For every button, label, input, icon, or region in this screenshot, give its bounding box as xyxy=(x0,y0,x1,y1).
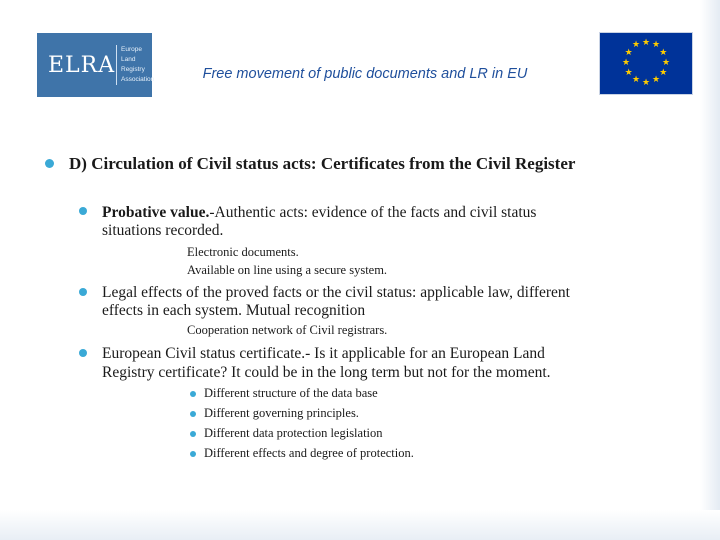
item-3-line-1: European Civil status certificate.- Is it applicable for an European Land xyxy=(102,345,545,362)
sub-bullet xyxy=(190,431,196,437)
star-icon: ★ xyxy=(661,57,671,68)
star-icon: ★ xyxy=(651,40,661,51)
sub-item: Electronic documents. xyxy=(187,245,299,259)
elra-logo xyxy=(37,33,155,97)
sub-item: Different governing principles. xyxy=(204,406,359,420)
star-icon: ★ xyxy=(631,74,641,85)
star-icon: ★ xyxy=(624,67,633,78)
logo-word: Land xyxy=(121,56,136,63)
logo-word: Association xyxy=(121,76,155,83)
logo-word: Registry xyxy=(121,66,145,73)
sub-item: Available on line using a secure system. xyxy=(187,263,388,277)
sub-bullet xyxy=(190,411,196,417)
star-icon: ★ xyxy=(621,57,631,68)
sub-item: Different effects and degree of protection. xyxy=(204,446,414,460)
item-bullet xyxy=(79,349,87,357)
star-icon: ★ xyxy=(641,77,651,88)
star-icon: ★ xyxy=(624,47,633,58)
section-heading: D) Circulation of Civil status acts: Certificates from the Civil Register xyxy=(69,154,576,173)
item-1-text: -Authentic acts: evidence of the facts and civil status xyxy=(209,204,537,221)
item-1-line-2: situations recorded. xyxy=(102,222,224,239)
item-bullet xyxy=(79,288,87,296)
item-2-line-1: Legal effects of the proved facts or the civil status: applicable law, different xyxy=(102,284,570,301)
sub-bullet xyxy=(190,391,196,397)
sub-bullet xyxy=(190,451,196,457)
star-icon: ★ xyxy=(651,74,661,85)
bottom-shade xyxy=(0,510,720,540)
header-title-text: Free movement of public documents and LR in EU xyxy=(202,66,528,82)
star-icon: ★ xyxy=(641,37,651,48)
item-1-line-1 xyxy=(102,203,536,222)
sub-item: Different data protection legislation xyxy=(204,426,383,440)
sub-item: Different structure of the data base xyxy=(204,386,378,400)
star-icon: ★ xyxy=(631,40,641,51)
star-icon: ★ xyxy=(659,67,668,78)
item-2-line-2: effects in each system. Mutual recognition xyxy=(102,302,366,319)
elra-logo-mark: ELRA xyxy=(48,53,116,78)
item-1-lead: Probative value. xyxy=(102,204,210,221)
item-3-line-2: Registry certificate? It could be in the long term but not for the moment. xyxy=(102,364,551,381)
logo-word: Europe xyxy=(121,46,142,53)
star-icon: ★ xyxy=(659,47,668,58)
item-bullet xyxy=(79,207,87,215)
sub-item: Cooperation network of Civil registrars. xyxy=(187,323,388,337)
eu-flag-icon xyxy=(599,32,693,95)
heading-bullet xyxy=(45,159,54,168)
